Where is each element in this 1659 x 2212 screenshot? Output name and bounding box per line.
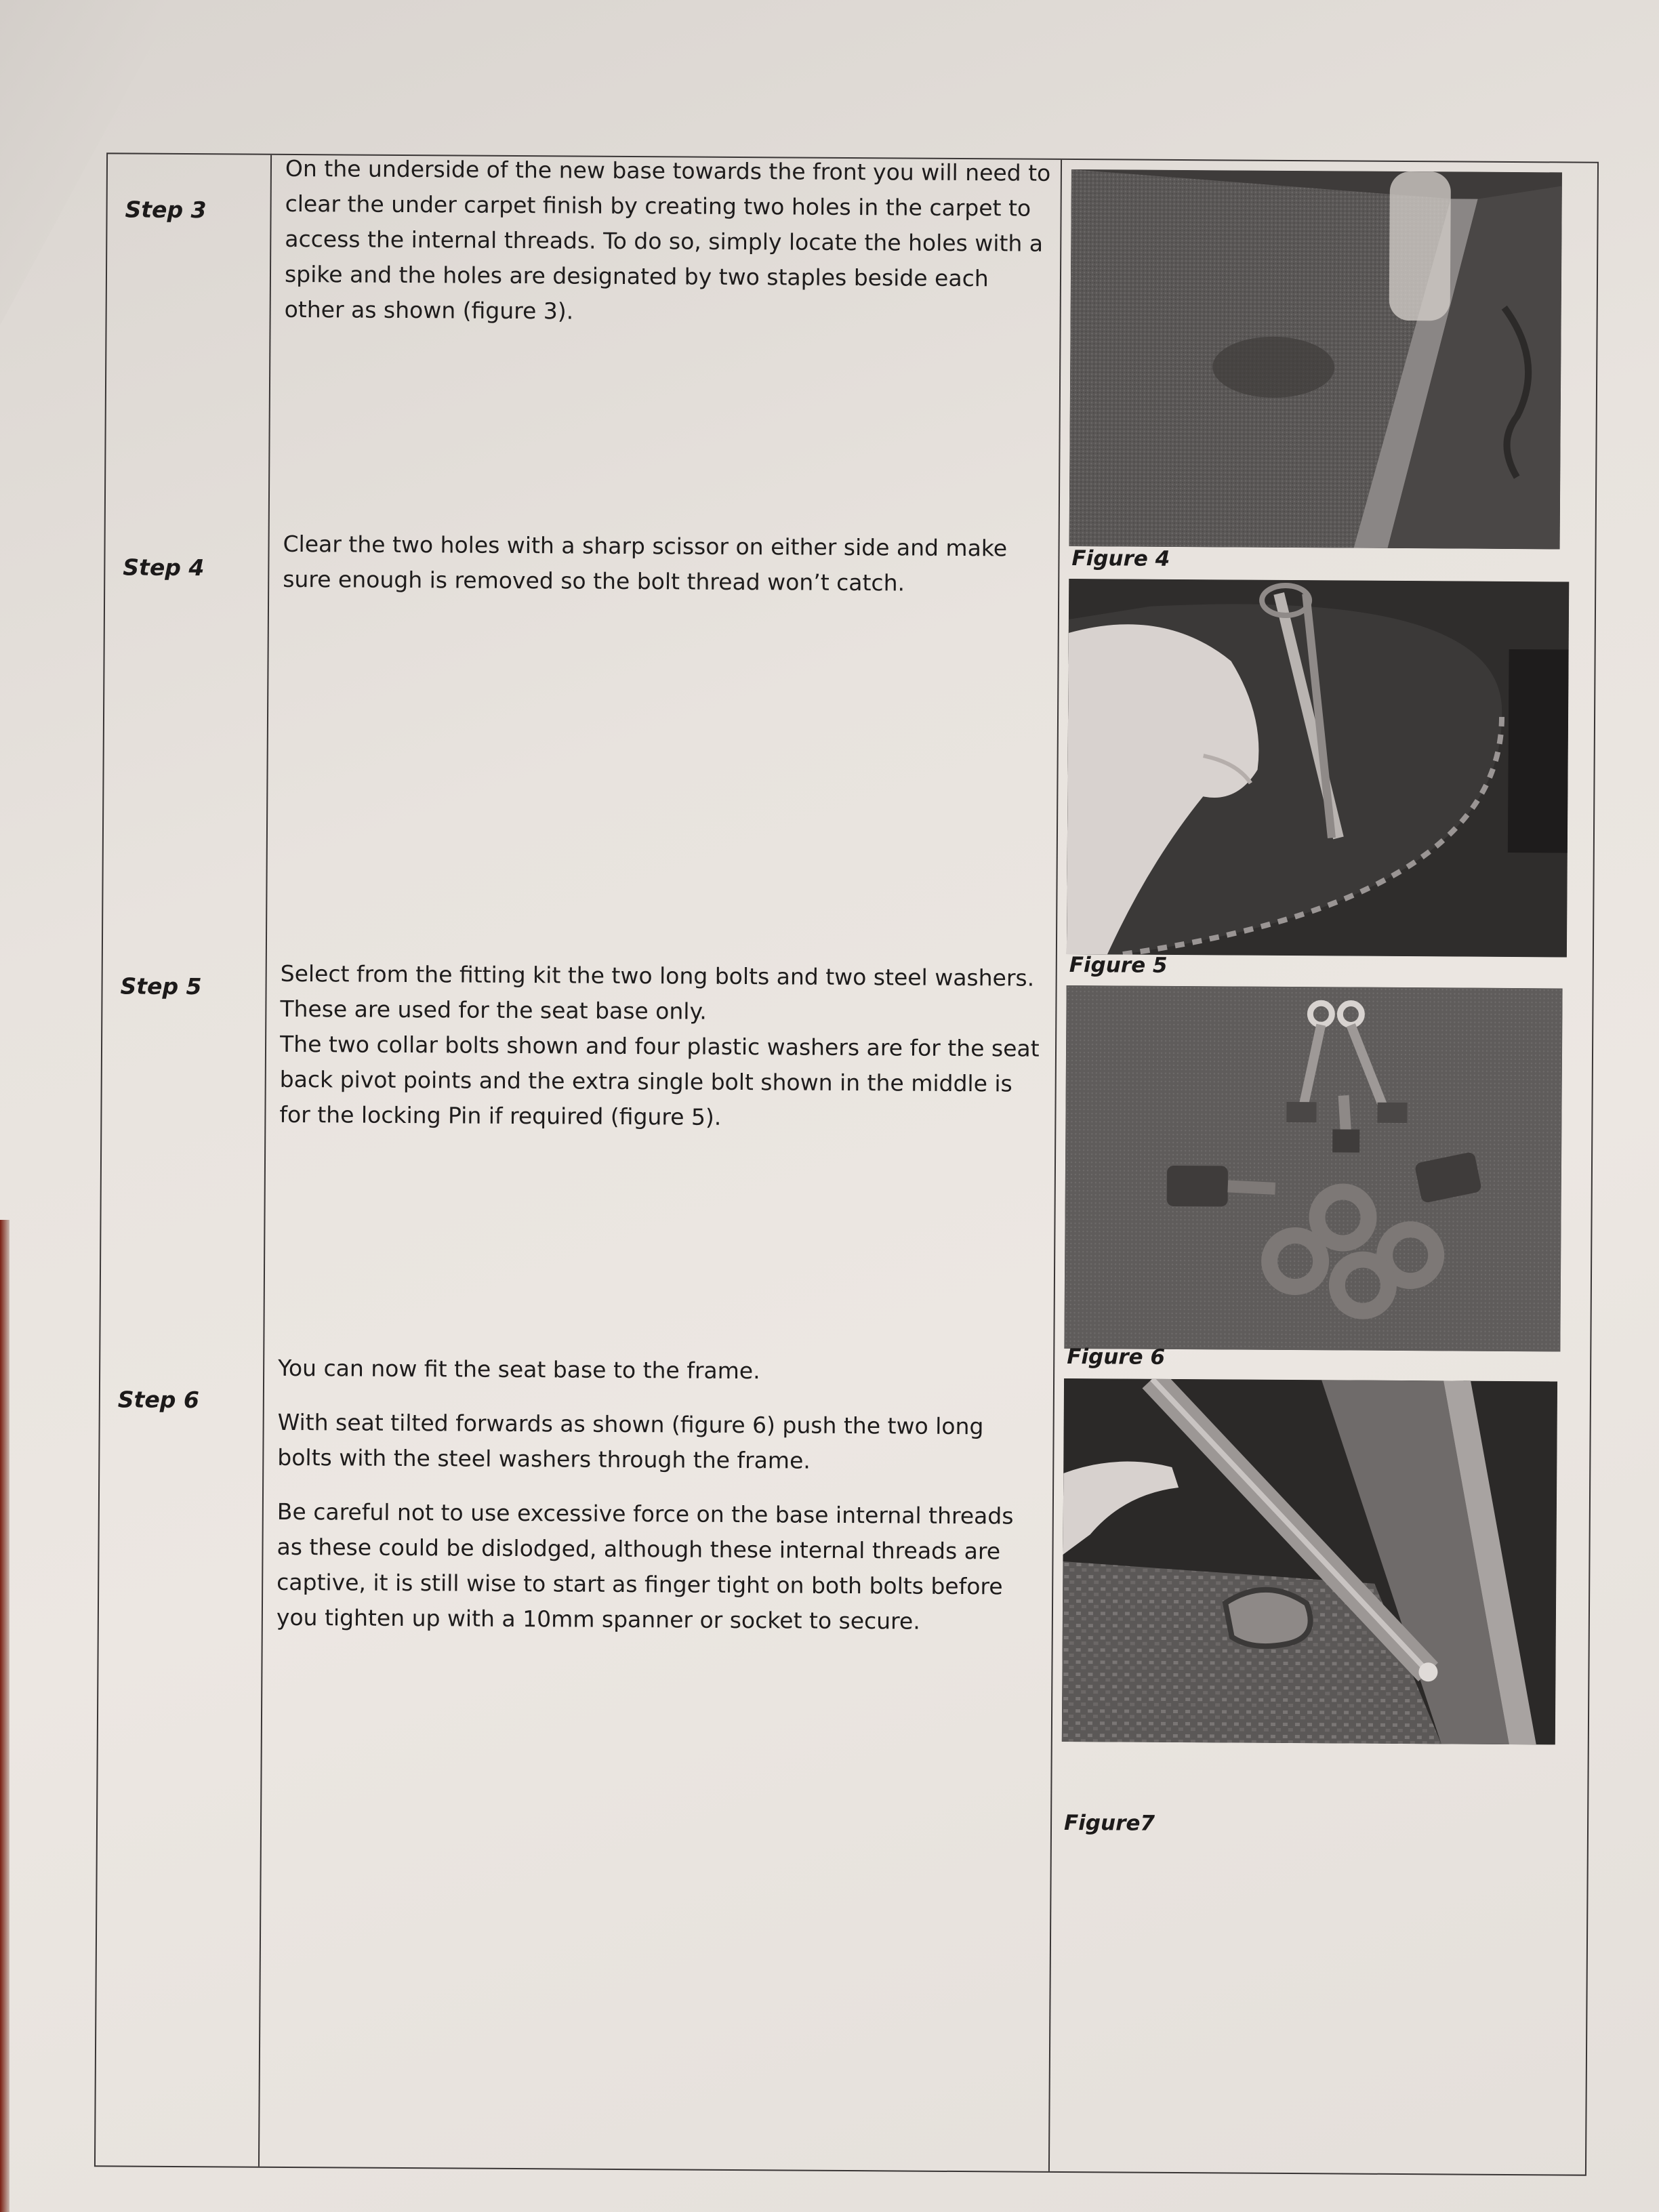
step-6-paragraph-2: With seat tilted forwards as shown (figure 6) push the two long bolts with the steel washers through the frame. bbox=[277, 1408, 984, 1474]
figure-6-label: Figure 6 bbox=[1067, 1344, 1166, 1370]
step-3-text bbox=[285, 151, 1052, 332]
bolts-and-washers-image bbox=[1064, 985, 1562, 1351]
figure-6-photo bbox=[1062, 1378, 1557, 1744]
figure-4-photo bbox=[1067, 579, 1569, 957]
figure-5-photo bbox=[1064, 985, 1562, 1351]
step-5-paragraph-2: The two collar bolts shown and four plastic washers are for the seat back pivot points and the extra single bolt shown in the middle is for the locking Pin if required (figure 5). bbox=[279, 1030, 1040, 1130]
instruction-table bbox=[94, 152, 1599, 2175]
step-4-text bbox=[283, 527, 1049, 602]
step-4-label: Step 4 bbox=[123, 554, 205, 581]
column-divider-left bbox=[258, 155, 272, 2167]
figure-5-label: Figure 5 bbox=[1069, 953, 1168, 978]
page-edge bbox=[0, 1220, 9, 2212]
figure-3-photo bbox=[1069, 169, 1562, 549]
figure-7-label: Figure7 bbox=[1063, 1810, 1155, 1836]
seat-frame-fitting-image bbox=[1062, 1378, 1557, 1744]
step-6-paragraph-1: You can now fit the seat base to the frame. bbox=[278, 1354, 760, 1385]
column-divider-right bbox=[1048, 160, 1062, 2171]
step-5-paragraph-1: Select from the fitting kit the two long bolts and two steel washers. These are used for the seat base only. bbox=[280, 960, 1035, 1025]
carpet-underside-image bbox=[1069, 169, 1562, 549]
step-3-paragraph: On the underside of the new base towards the front you will need to clear the under carpet finish by creating two holes in the carpet to access the internal threads. To do so, simply locate the holes with a spike and the holes are designated by two staples beside each other as shown (figure 3). bbox=[284, 155, 1051, 325]
step-4-paragraph: Clear the two holes with a sharp scissor on either side and make sure enough is removed so the bolt thread won’t catch. bbox=[283, 530, 1008, 596]
step-5-text bbox=[279, 956, 1046, 1137]
scissors-cutting-image bbox=[1067, 579, 1569, 957]
step-6-label: Step 6 bbox=[117, 1386, 199, 1414]
figure-4-label: Figure 4 bbox=[1071, 546, 1170, 571]
step-6-paragraph-3: Be careful not to use excessive force on the base internal threads as these could be dislodged, although these internal threads are captive, it is still wise to start as finger tight on both bolts before you tighten up with a 10mm spanner or socket to secure. bbox=[276, 1498, 1014, 1635]
step-5-label: Step 5 bbox=[120, 972, 202, 1000]
step-6-text bbox=[276, 1351, 1044, 1640]
step-3-label: Step 3 bbox=[125, 196, 207, 224]
